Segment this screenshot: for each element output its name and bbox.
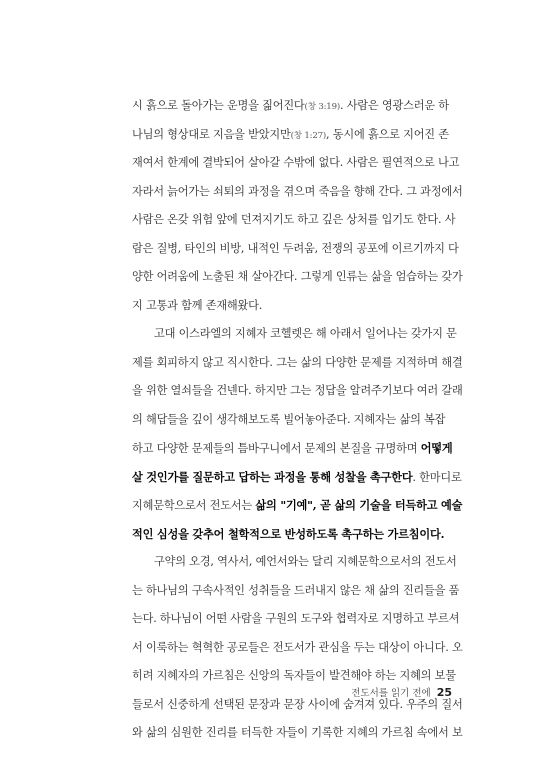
text-line: 나님의 형상대로 지음을 받았지만(창 1:27), 동시에 흙으로 지어진 존 bbox=[132, 127, 449, 141]
text-line: 자라서 늙어가는 쇠퇴의 과정을 겪으며 죽음을 향해 간다. 그 과정에서 bbox=[132, 184, 463, 198]
scripture-reference: (창 3:19) bbox=[304, 102, 340, 112]
text-line: 시 흙으로 돌아가는 운명을 짊어진다(창 3:19). 사람은 영광스러운 하 bbox=[132, 99, 449, 112]
text-line: 지 고통과 함께 존재해왔다. bbox=[132, 298, 263, 312]
text-line: 와 삶의 심원한 진리를 터득한 자들이 기록한 지혜의 가르침 속에서 보 bbox=[132, 726, 463, 739]
text-line: 들로서 신중하게 선택된 문장과 문장 사이에 숨겨져 있다. 우주의 질서 bbox=[132, 697, 463, 711]
emphasis-text: 어떻게 bbox=[420, 441, 453, 455]
text-line: 지혜문학으로서 전도서는 삶의 "기예", 곧 삶의 기술을 터득하고 예술 bbox=[132, 498, 463, 512]
text-line: 고대 이스라엘의 지혜자 코헬렛은 해 아래서 일어나는 갖가지 문 bbox=[154, 327, 457, 340]
text-line: 사람은 온갖 위험 앞에 던져지기도 하고 깊은 상처를 입기도 한다. 사 bbox=[132, 213, 456, 226]
text-line: 재여서 한계에 결박되어 살아갈 수밖에 없다. 사람은 필연적으로 나고 bbox=[132, 156, 460, 169]
scripture-reference: (창 1:27) bbox=[290, 130, 327, 141]
text-line: 하고 다양한 문제들의 틈바구니에서 문제의 본질을 규명하며 어떻게 bbox=[132, 441, 453, 455]
emphasis-text: 적인 심성을 갖추어 철학적으로 반성하도록 촉구하는 가르침이다. bbox=[132, 526, 445, 541]
text-line: 제를 회피하지 않고 직시한다. 그는 삶의 다양한 문제를 지적하며 해결 bbox=[132, 355, 463, 369]
page-number: 25 bbox=[436, 686, 452, 699]
text-line: 람은 질병, 타인의 비방, 내적인 두려움, 전쟁의 공포에 이르기까지 다 bbox=[132, 241, 459, 255]
text-line: 의 해답들을 깊이 생각해보도록 빌어놓아준다. 지혜자는 삶의 복잡 bbox=[132, 412, 446, 426]
text-line: 살 것인가를 질문하고 답하는 과정을 통해 성찰을 촉구한다. 한마디로 bbox=[132, 469, 462, 484]
emphasis-text: 살 것인가를 질문하고 답하는 과정을 통해 성찰을 촉구한다 bbox=[132, 469, 413, 484]
text-line: 히려 지혜자의 가르침은 신앙의 독자들이 발견해야 하는 지혜의 보물 bbox=[132, 669, 456, 682]
body-text bbox=[132, 92, 468, 748]
text-line: 구약의 오경, 역사서, 예언서와는 달리 지혜문학으로서의 전도서 bbox=[154, 555, 457, 568]
text-line bbox=[132, 520, 468, 549]
running-title: 전도서를 읽기 전에 bbox=[351, 688, 431, 699]
text-line: 는다. 하나님이 어떤 사람을 구원의 도구와 협력자로 지명하고 부르셔 bbox=[132, 612, 460, 625]
text-line: 는 하나님의 구속사적인 성취들을 드러내지 않은 채 삶의 진리들을 품 bbox=[132, 583, 460, 597]
emphasis-text: 삶의 "기예", 곧 삶의 기술을 터득하고 예술 bbox=[255, 498, 463, 512]
page-footer bbox=[0, 685, 452, 699]
text-line: 을 위한 열쇠들을 건넨다. 하지만 그는 정답을 알려주기보다 여러 갈래 bbox=[132, 384, 463, 397]
text-line: 양한 어려움에 노출된 채 살아간다. 그렇게 인류는 삶을 엄습하는 갖가 bbox=[132, 270, 463, 283]
text-line: 서 이룩하는 혁혁한 공로들은 전도서가 관심을 두는 대상이 아니다. 오 bbox=[132, 640, 463, 654]
